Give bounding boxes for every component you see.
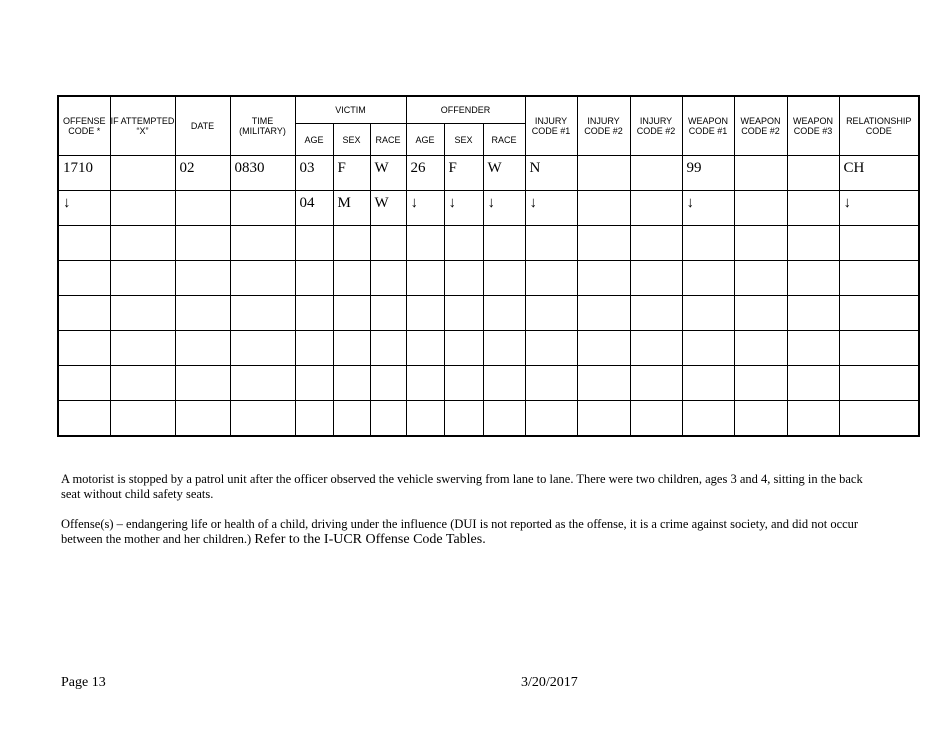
cell-offender-sex[interactable] [444,331,483,366]
cell-relationship-code[interactable] [839,296,919,331]
cell-offender-race[interactable] [483,401,525,436]
cell-time[interactable] [230,366,295,401]
cell-injury-code-2[interactable] [577,261,630,296]
cell-offender-race[interactable] [483,331,525,366]
header-offender-sex: SEX [444,124,483,156]
cell-victim-race[interactable]: W [370,191,406,226]
cell-injury-code-1[interactable] [525,261,577,296]
cell-victim-age[interactable]: 04 [295,191,333,226]
table-row [58,261,919,296]
cell-offender-race[interactable] [483,366,525,401]
cell-weapon-code-1[interactable] [682,261,734,296]
cell-injury-code-2[interactable] [577,331,630,366]
cell-if-attempted[interactable] [110,261,175,296]
cell-victim-sex[interactable] [333,331,370,366]
cell-if-attempted[interactable] [110,191,175,226]
table-row [58,331,919,366]
cell-relationship-code[interactable] [839,331,919,366]
table-body [58,156,919,436]
cell-weapon-code-3[interactable] [787,191,839,226]
cell-time[interactable]: 0830 [230,156,295,191]
cell-weapon-code-3[interactable] [787,366,839,401]
cell-date[interactable] [175,401,230,436]
cell-weapon-code-3[interactable] [787,331,839,366]
cell-injury-code-2[interactable] [577,191,630,226]
header-if-attempted: IF ATTEMPTED “X” [110,96,175,156]
cell-injury-code-1[interactable]: N [525,156,577,191]
header-offender: OFFENDER [406,96,525,124]
cell-victim-sex[interactable] [333,296,370,331]
cell-date[interactable] [175,261,230,296]
cell-date[interactable]: 02 [175,156,230,191]
offense-table [57,95,920,437]
cell-weapon-code-3[interactable] [787,261,839,296]
header-victim-race: RACE [370,124,406,156]
cell-injury-code-1[interactable] [525,331,577,366]
cell-offense-code[interactable] [58,401,110,436]
cell-if-attempted[interactable] [110,226,175,261]
offense-reference: Refer to the I-UCR Offense Code Tables. [254,532,486,547]
cell-if-attempted[interactable] [110,156,175,191]
cell-offender-sex[interactable] [444,366,483,401]
cell-injury-code-3[interactable] [630,156,682,191]
cell-injury-code-2[interactable] [577,296,630,331]
header-offender-age: AGE [406,124,444,156]
cell-relationship-code[interactable] [839,401,919,436]
cell-injury-code-3[interactable] [630,226,682,261]
cell-time[interactable] [230,296,295,331]
cell-offender-age[interactable] [406,261,444,296]
header-injury-code-3: INJURY CODE #2 [630,96,682,156]
header-victim-sex: SEX [333,124,370,156]
cell-offender-race[interactable] [483,296,525,331]
table-row [58,191,919,226]
cell-offender-sex[interactable] [444,261,483,296]
cell-weapon-code-1[interactable]: ↓ [682,191,734,226]
header-weapon-code-1: WEAPON CODE #1 [682,96,734,156]
header-time: TIME (MILITARY) [230,96,295,156]
cell-date[interactable] [175,366,230,401]
page-number: Page 13 [61,675,106,690]
header-injury-code-1: INJURY CODE #1 [525,96,577,156]
cell-offender-sex[interactable] [444,401,483,436]
header-offender-race: RACE [483,124,525,156]
cell-weapon-code-1[interactable] [682,366,734,401]
table-row [58,366,919,401]
cell-victim-age[interactable] [295,296,333,331]
cell-victim-age[interactable] [295,366,333,401]
cell-victim-sex[interactable]: F [333,156,370,191]
cell-relationship-code[interactable]: CH [839,156,919,191]
cell-weapon-code-3[interactable] [787,401,839,436]
cell-offender-race[interactable] [483,226,525,261]
cell-victim-race[interactable] [370,261,406,296]
cell-injury-code-3[interactable] [630,296,682,331]
cell-weapon-code-3[interactable] [787,226,839,261]
cell-weapon-code-3[interactable] [787,296,839,331]
cell-victim-sex[interactable] [333,401,370,436]
offense-text: Offense(s) – endangering life or health of a child, driving under the influence (DUI is not reported as the offense, it is a crime against society, and did not occur between the mother and her children.) [61,517,859,546]
cell-injury-code-2[interactable] [577,401,630,436]
header-weapon-code-3: WEAPON CODE #3 [787,96,839,156]
cell-if-attempted[interactable] [110,401,175,436]
cell-time[interactable] [230,226,295,261]
cell-time[interactable] [230,331,295,366]
cell-victim-sex[interactable] [333,261,370,296]
cell-victim-age[interactable] [295,226,333,261]
cell-offender-sex[interactable] [444,296,483,331]
table-row [58,156,919,191]
cell-weapon-code-2[interactable] [734,226,787,261]
header-offense-code: OFFENSE CODE * [58,96,110,156]
cell-injury-code-2[interactable] [577,226,630,261]
cell-offense-code[interactable] [58,366,110,401]
cell-offense-code[interactable] [58,331,110,366]
incident-narrative: A motorist is stopped by a patrol unit after the officer observed the vehicle swerving from lane to lane. There were two children, ages 3 and 4, sitting in the back seat without child safety seats. [61,472,863,501]
cell-relationship-code[interactable] [839,261,919,296]
header-injury-code-2: INJURY CODE #2 [577,96,630,156]
cell-relationship-code[interactable] [839,366,919,401]
cell-weapon-code-1[interactable] [682,401,734,436]
cell-offender-race[interactable]: ↓ [483,191,525,226]
cell-offender-sex[interactable]: F [444,156,483,191]
cell-weapon-code-2[interactable] [734,261,787,296]
cell-victim-race[interactable] [370,366,406,401]
cell-if-attempted[interactable] [110,296,175,331]
cell-injury-code-3[interactable] [630,331,682,366]
cell-weapon-code-2[interactable] [734,331,787,366]
cell-offense-code[interactable] [58,226,110,261]
cell-offense-code[interactable] [58,261,110,296]
cell-offender-sex[interactable]: ↓ [444,191,483,226]
cell-if-attempted[interactable] [110,366,175,401]
header-relationship-code: RELATIONSHIP CODE [839,96,919,156]
cell-victim-age[interactable] [295,331,333,366]
cell-victim-age[interactable] [295,401,333,436]
cell-time[interactable] [230,191,295,226]
cell-victim-sex[interactable] [333,226,370,261]
offense-description [61,517,881,547]
header-victim-age: AGE [295,124,333,156]
cell-weapon-code-2[interactable] [734,401,787,436]
cell-date[interactable] [175,226,230,261]
cell-offender-age[interactable]: ↓ [406,191,444,226]
cell-offender-sex[interactable] [444,226,483,261]
cell-weapon-code-2[interactable] [734,366,787,401]
cell-time[interactable] [230,261,295,296]
cell-weapon-code-1[interactable]: 99 [682,156,734,191]
cell-offense-code[interactable]: ↓ [58,191,110,226]
cell-offender-age[interactable] [406,366,444,401]
cell-offender-age[interactable]: 26 [406,156,444,191]
cell-offender-age[interactable] [406,331,444,366]
table-row [58,226,919,261]
header-weapon-code-2: WEAPON CODE #2 [734,96,787,156]
cell-offender-race[interactable]: W [483,156,525,191]
cell-injury-code-2[interactable] [577,366,630,401]
cell-weapon-code-2[interactable] [734,156,787,191]
cell-victim-sex[interactable]: M [333,191,370,226]
cell-relationship-code[interactable] [839,226,919,261]
table-row [58,401,919,436]
cell-date[interactable] [175,296,230,331]
cell-victim-age[interactable] [295,261,333,296]
cell-date[interactable] [175,331,230,366]
cell-date[interactable] [175,191,230,226]
cell-injury-code-1[interactable] [525,401,577,436]
header-victim: VICTIM [295,96,406,124]
cell-injury-code-3[interactable] [630,261,682,296]
cell-weapon-code-2[interactable] [734,191,787,226]
cell-time[interactable] [230,401,295,436]
cell-injury-code-1[interactable] [525,366,577,401]
cell-offense-code[interactable]: 1710 [58,156,110,191]
cell-victim-race[interactable] [370,296,406,331]
cell-weapon-code-2[interactable] [734,296,787,331]
cell-offender-race[interactable] [483,261,525,296]
cell-injury-code-3[interactable] [630,191,682,226]
cell-weapon-code-1[interactable] [682,296,734,331]
cell-victim-sex[interactable] [333,366,370,401]
cell-victim-age[interactable]: 03 [295,156,333,191]
cell-offense-code[interactable] [58,296,110,331]
cell-injury-code-1[interactable]: ↓ [525,191,577,226]
cell-victim-race[interactable] [370,226,406,261]
footer-date: 3/20/2017 [521,675,578,690]
cell-relationship-code[interactable]: ↓ [839,191,919,226]
cell-offender-age[interactable] [406,226,444,261]
cell-injury-code-1[interactable] [525,226,577,261]
cell-injury-code-3[interactable] [630,401,682,436]
cell-offender-age[interactable] [406,401,444,436]
cell-if-attempted[interactable] [110,331,175,366]
table-row [58,296,919,331]
cell-injury-code-1[interactable] [525,296,577,331]
cell-victim-race[interactable] [370,331,406,366]
cell-injury-code-2[interactable] [577,156,630,191]
header-date: DATE [175,96,230,156]
cell-victim-race[interactable] [370,401,406,436]
cell-weapon-code-1[interactable] [682,331,734,366]
cell-injury-code-3[interactable] [630,366,682,401]
cell-offender-age[interactable] [406,296,444,331]
cell-weapon-code-3[interactable] [787,156,839,191]
cell-weapon-code-1[interactable] [682,226,734,261]
cell-victim-race[interactable]: W [370,156,406,191]
